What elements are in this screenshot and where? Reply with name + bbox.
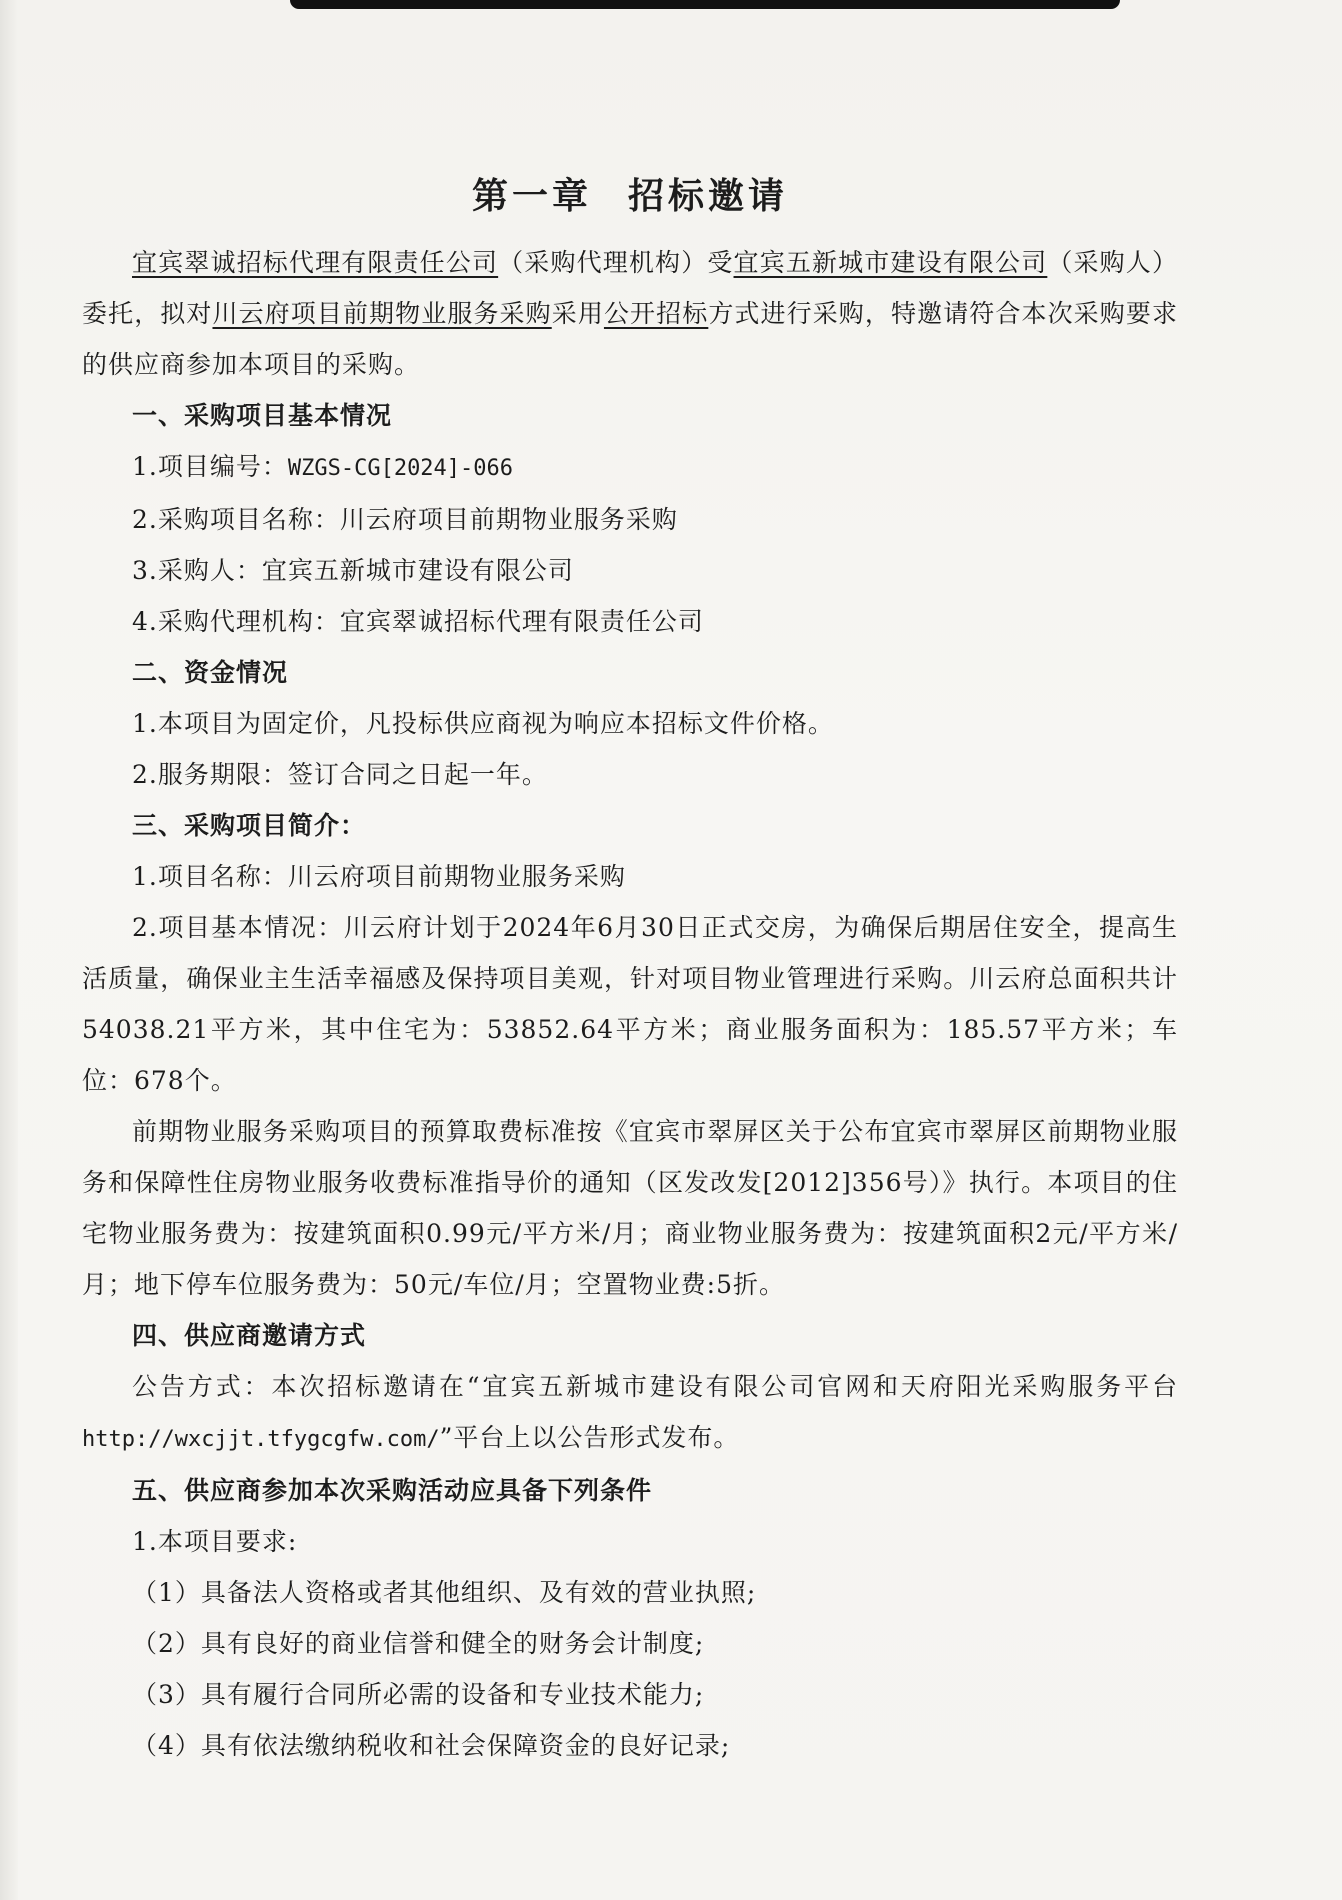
s2-item: 1.本项目为固定价，凡投标供应商视为响应本招标文件价格。 [132,709,834,738]
s3-item: 1.项目名称：川云府项目前期物业服务采购 [132,862,626,891]
section-5-heading: 五、供应商参加本次采购活动应具备下列条件 [132,1476,653,1505]
s1-item [82,494,1178,545]
chapter-name: 招标邀请 [628,176,789,217]
s1-item [82,596,1178,647]
section-2-heading: 二、资金情况 [132,658,289,687]
section-4-heading: 四、供应商邀请方式 [132,1321,367,1350]
chapter-number: 第一章 [471,176,592,217]
intro-paragraph [82,237,1178,390]
s3-basic-info: 2.项目基本情况：川云府计划于2024年6月30日正式交房，为确保后期居住安全，提高生活质量，确保业主生活幸福感及保持项目美观，针对项目物业管理进行采购。川云府总面积共计54038.21平方米，其中住宅为：53852.64平方米；商业服务面积为：185.57平方米；车位：678个。 [82,913,1178,1095]
purchaser-role: （采购人）委托，拟对 [82,248,1178,328]
document-body [82,168,1178,1771]
intro-tail: 方式进行采购，特邀请符合本次采购要求的供应商参加本项目的采购。 [82,299,1178,379]
item-label: 1.项目编号： [132,452,288,481]
procurement-method: 公开招标 [603,299,709,328]
s4-tail: ”平台上以公告形式发布。 [439,1423,740,1452]
purchaser-name: 宜宾五新城市建设有限公司 [733,248,1048,277]
project-code: WZGS-CG[2024]-066 [287,456,514,481]
item-label: 4.采购代理机构： [132,607,340,636]
s4-notice [82,1361,1178,1465]
s3-fee-paragraph: 前期物业服务采购项目的预算取费标准按《宜宾市翠屏区关于公布宜宾市翠屏区前期物业服务和保障性住房物业服务收费标准指导价的通知（区发改发[2012]356号）》执行。本项目的住宅物业服务费为：按建筑面积0.99元/平方米/月；商业物业服务费为：按建筑面积2元/平方米/月；地下停车位服务费为：50元/车位/月；空置物业费:5折。 [82,1117,1178,1299]
chapter-title [82,168,1178,219]
s4-text: 公告方式：本次招标邀请在“宜宾五新城市建设有限公司官网和天府阳光采购服务平台 [132,1372,1178,1401]
item-value: 宜宾五新城市建设有限公司 [261,556,574,585]
s5-item: （1）具备法人资格或者其他组织、及有效的营业执照; [132,1578,757,1607]
agent-name: 宜宾翠诚招标代理有限责任公司 [132,248,499,277]
s5-item: （4）具有依法缴纳税收和社会保障资金的良好记录; [132,1731,731,1760]
s5-item: （2）具有良好的商业信誉和健全的财务会计制度; [132,1629,705,1658]
s1-item [82,441,1178,494]
s5-item: （3）具有履行合同所必需的设备和专业技术能力; [132,1680,705,1709]
section-1-heading: 一、采购项目基本情况 [132,401,393,430]
s1-item [82,545,1178,596]
item-value: 川云府项目前期物业服务采购 [339,505,678,534]
project-name: 川云府项目前期物业服务采购 [212,299,552,328]
method-prefix: 采用 [551,299,604,328]
scan-left-edge [0,0,18,1900]
scan-top-edge [290,0,1120,9]
platform-url: http://wxcjjt.tfygcgfw.com/ [82,1427,440,1452]
item-label: 2.采购项目名称： [132,505,340,534]
s5-sub: 1.本项目要求: [132,1527,298,1556]
agent-role: （采购代理机构）受 [498,248,734,277]
item-value: 宜宾翠诚招标代理有限责任公司 [339,607,704,636]
item-label: 3.采购人： [132,556,262,585]
section-3-heading: 三、采购项目简介： [132,811,367,840]
s2-item: 2.服务期限：签订合同之日起一年。 [132,760,548,789]
